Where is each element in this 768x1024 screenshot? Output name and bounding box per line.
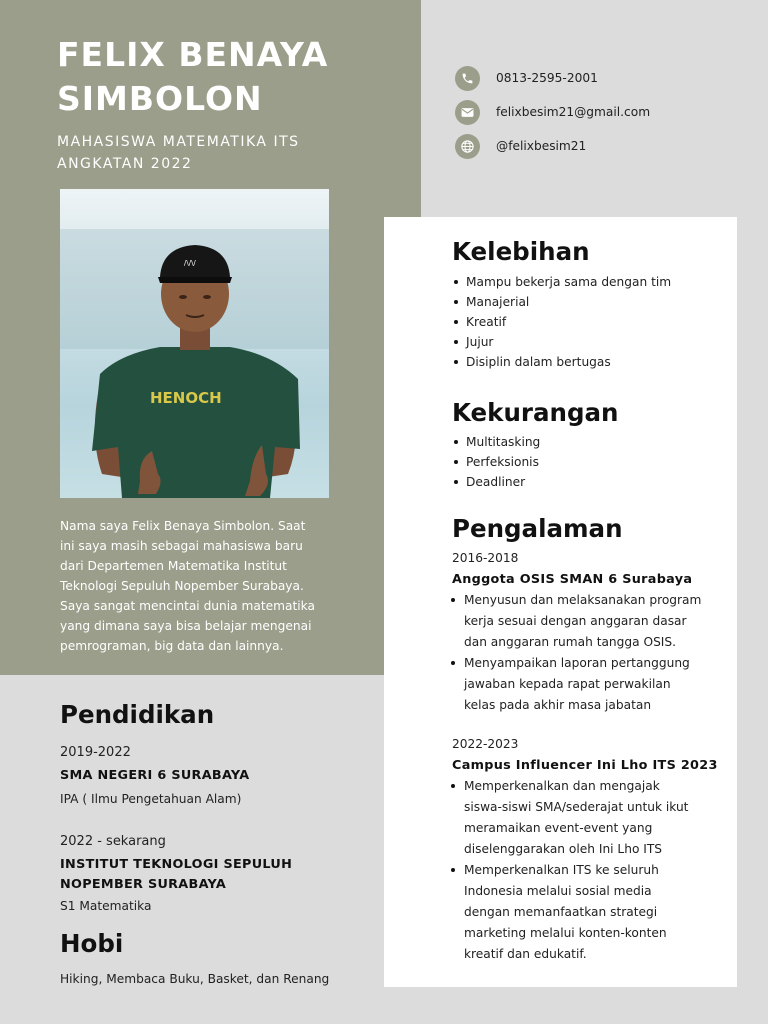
hobi-heading: Hobi [60, 929, 124, 958]
experience-points [450, 590, 730, 716]
experience-period: 2016-2018 [452, 551, 519, 565]
experience-role: Campus Influencer Ini Lho ITS 2023 [452, 758, 718, 773]
list-item: Menyusun dan melaksanakan program kerja sesuai dengan anggaran dasar dan anggaran rumah tangga OSIS. [450, 590, 730, 653]
list-item: Multitasking [452, 432, 540, 452]
mail-icon [455, 100, 480, 125]
education-period: 2022 - sekarang [60, 834, 166, 849]
globe-icon [455, 134, 480, 159]
kelebihan-list [452, 272, 671, 372]
list-item: Deadliner [452, 472, 540, 492]
experience-points [450, 776, 730, 965]
education-detail: S1 Matematika [60, 899, 152, 913]
about-line: Saya sangat mencintai dunia matematika [60, 599, 315, 613]
about-line: Nama saya Felix Benaya Simbolon. Saat [60, 519, 306, 533]
education-school: INSTITUT TEKNOLOGI SEPULUH [60, 857, 293, 872]
list-item: Jujur [452, 332, 671, 352]
profile-photo [60, 189, 329, 498]
full-name [57, 33, 397, 121]
pendidikan-heading: Pendidikan [60, 700, 215, 729]
about-text [60, 516, 340, 656]
name-line-1: FELIX BENAYA [57, 35, 329, 74]
list-item: Manajerial [452, 292, 671, 312]
list-item: Menyampaikan laporan pertanggung jawaban kepada rapat perwakilan kelas pada akhir masa jabatan [450, 653, 730, 716]
contact-social [455, 133, 735, 159]
hobi-text: Hiking, Membaca Buku, Basket, dan Renang [60, 972, 330, 986]
education-school: NOPEMBER SURABAYA [60, 877, 227, 892]
shirt-print: HENOCH [150, 389, 222, 407]
contact-phone [455, 65, 735, 91]
contact-email [455, 99, 735, 125]
name-line-2: SIMBOLON [57, 79, 263, 118]
kekurangan-heading: Kekurangan [452, 398, 619, 427]
about-line: pemrograman, big data dan lainnya. [60, 639, 284, 653]
experience-role: Anggota OSIS SMAN 6 Surabaya [452, 572, 693, 587]
about-line: yang dimana saya bisa belajar mengenai [60, 619, 312, 633]
about-line: dari Departemen Matematika Institut [60, 559, 287, 573]
list-item: Mampu bekerja sama dengan tim [452, 272, 671, 292]
job-title [57, 131, 377, 175]
svg-text:/\/\/: /\/\/ [184, 259, 196, 267]
education-school: SMA NEGERI 6 SURABAYA [60, 768, 250, 783]
experience-period: 2022-2023 [452, 737, 519, 751]
email-address: felixbesim21@gmail.com [496, 105, 651, 119]
kekurangan-list [452, 432, 540, 492]
about-line: ini saya masih sebagai mahasiswa baru [60, 539, 303, 553]
pengalaman-heading: Pengalaman [452, 514, 623, 543]
details-card [384, 217, 737, 987]
subtitle-line-1: MAHASISWA MATEMATIKA ITS [57, 134, 300, 150]
education-period: 2019-2022 [60, 745, 131, 760]
phone-number: 0813-2595-2001 [496, 71, 598, 85]
list-item: Perfeksionis [452, 452, 540, 472]
kelebihan-heading: Kelebihan [452, 237, 590, 266]
list-item: Memperkenalkan dan mengajak siswa-siswi SMA/sederajat untuk ikut meramaikan event-event yang diselenggarakan oleh Ini Lho ITS [450, 776, 730, 860]
list-item: Kreatif [452, 312, 671, 332]
about-line: Teknologi Sepuluh Nopember Surabaya. [60, 579, 304, 593]
list-item: Memperkenalkan ITS ke seluruh Indonesia melalui sosial media dengan memanfaatkan strategi marketing melalui konten-konten kreatif dan edukatif. [450, 860, 730, 965]
education-detail: IPA ( Ilmu Pengetahuan Alam) [60, 792, 242, 806]
phone-icon [455, 66, 480, 91]
subtitle-line-2: ANGKATAN 2022 [57, 156, 193, 172]
list-item: Disiplin dalam bertugas [452, 352, 671, 372]
social-handle: @felixbesim21 [496, 139, 587, 153]
